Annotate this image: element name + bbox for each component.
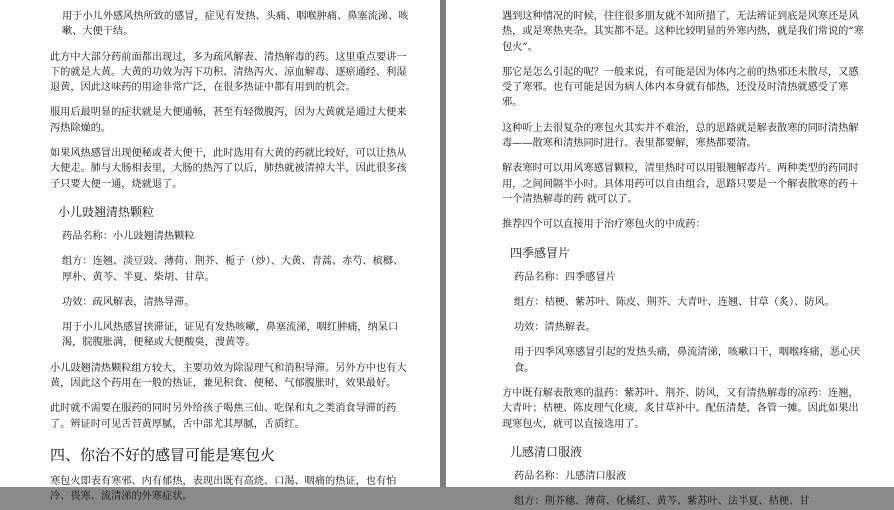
drug-name: 药品名称：儿感清口服液	[514, 470, 627, 482]
paragraph: 小儿豉翘清热颗粒组方较大，主要功效为除湿理气和消积导滞。另外方中也有大黄，因此这个药用在一般的热证，兼见积食、便秘、气郁腹胀时，效果最好。	[50, 362, 407, 390]
paragraph: 推荐四个可以直接用于治疗寒包火的中成药：	[502, 219, 706, 231]
drug-indication: 用于四季风寒感冒引起的发热头痛，鼻流清涕，咳嗽口干，咽喉疼痛，恶心厌食。	[514, 347, 861, 374]
section-heading: 四、你治不好的感冒可能是寒包火	[50, 445, 276, 464]
paragraph: 遇到这种情况的时候，往往很多朋友就不知所措了，无法辨证到底是风寒还是风热，或是寒热夹杂。其实都不是。这种比较明显的外寒内热，就是我们常说的“寒包火”。	[502, 11, 864, 53]
paragraph: 此方中大部分药前面都出现过，多为疏风解表、清热解毒的药。这里重点要讲一下的就是大黄。大黄的功效为泻下功积、清热泻火、凉血解毒、逐瘀通经、利湿退黄，因此这味药的用途非常广泛，在很多热证中都有用到的机会。	[50, 51, 407, 94]
drug-name: 药品名称：四季感冒片	[514, 271, 616, 283]
paragraph: 方中既有解表散寒的温药：紫苏叶、荆芥、防风，又有清热解毒的凉药：连翘，大青叶；桔梗、陈皮理气化痰，炙甘草补中。配伍清楚，各管一摊。因此如果出现寒包火，就可以直接选用了。	[502, 388, 859, 430]
page-left	[0, 0, 440, 503]
drug-heading: 四季感冒片	[510, 245, 571, 260]
drug-heading: 小儿豉翘清热颗粒	[58, 204, 155, 219]
paragraph: 服用后最明显的症状就是大便通畅，甚至有轻微腹泻，因为大黄就是通过大便来泻热除燥的。	[50, 107, 407, 134]
drug-composition: 组方：荆芥穗、薄荷、化橘红、黄芩、紫苏叶、法半夏、桔梗、甘	[514, 496, 810, 508]
drug-heading: 儿感清口服液	[510, 444, 583, 459]
paragraph: 这种听上去很复杂的寒包火其实并不难治，总的思路就是解表散寒的同时清热解毒——散寒和清热同时进行。表里都要解，寒热都要清。	[502, 122, 859, 150]
drug-effect: 功效：疏风解表，清热导滞。	[62, 296, 195, 308]
drug-indication: 用于小儿风热感冒挟滞证，证见有发热咳嗽，鼻塞流涕，咽红肿痛，纳呆口渴，脘腹胀满，便秘或大便酸臭，溲黄等。	[62, 322, 399, 349]
drug-name: 药品名称：小儿豉翘清热颗粒	[62, 230, 195, 242]
paragraph: 解表寒时可以用风寒感冒颗粒，清里热时可以用银翘解毒片。两种类型的药同时用，之间间隔半小时。具体用药可以自由组合，思路只要是一个解表散寒的药＋一个清热解毒的药 就可以了。	[502, 163, 859, 205]
drug-composition: 组方：桔梗、紫苏叶、陈皮、荆芥、大青叶、连翘、甘草（炙）、防风。	[514, 296, 835, 308]
paragraph: 用于小儿外感风热所致的感冒，症见有发热、头痛、咽喉肿痛、鼻塞流涕、咳嗽、大便干结。	[62, 11, 409, 38]
drug-effect: 功效：清热解表。	[514, 322, 596, 334]
drug-composition: 组方：连翘、淡豆豉、薄荷、荆芥、栀子（炒）、大黄、青蒿、赤芍、槟榔、厚朴、黄芩、半夏、柴胡、甘草。	[62, 256, 404, 283]
paragraph: 那它是怎么引起的呢？一般来说，有可能是因为体内之前的热邪还未散尽，又感受了寒邪。也有可能是因为病人体内本身就有郁热，还没及时清热就感受了寒邪。	[502, 66, 859, 109]
paragraph: 寒包火即表有寒邪、内有郁热，表现出既有高烧、口渴、咽痛的热证，也有怕冷、畏寒、流清涕的外寒症状。	[50, 475, 397, 503]
page-right	[446, 0, 894, 508]
paragraph: 如果风热感冒出现便秘或者大便干，此时选用有大黄的药就比较好，可以让热从大便走。肺与大肠相表里，大肠的热泻了以后，肺热就被清掉大半，因此很多孩子只要大便一通，烧就退了。	[50, 148, 407, 190]
paragraph: 此时就不需要在服药的同时另外给孩子喝焦三仙、吃保和丸之类消食导滞的药了。辨证时可见舌苔黄厚腻，舌中部尤其厚腻，舌质红。	[50, 403, 397, 430]
